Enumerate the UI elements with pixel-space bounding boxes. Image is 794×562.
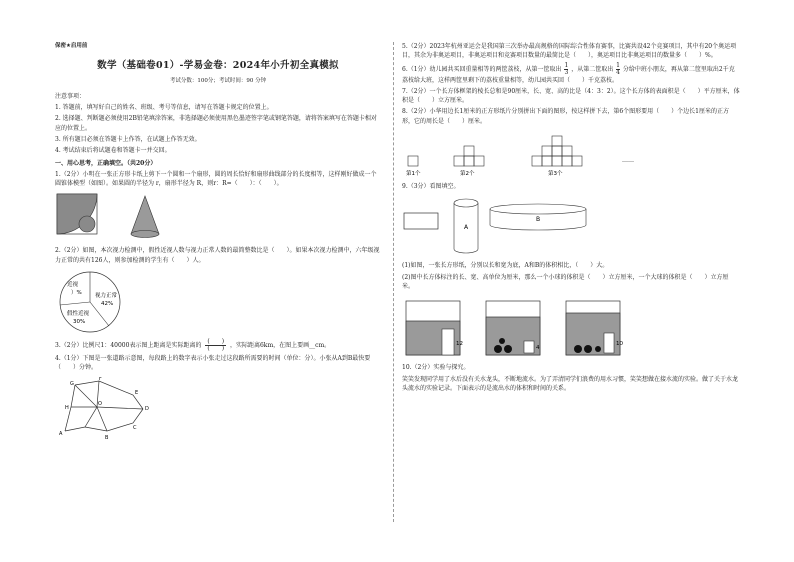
column-divider — [393, 42, 394, 522]
svg-text:第3个: 第3个 — [548, 171, 563, 178]
question-2: 2.（2分）如图，本次视力检测中，假性近视人数与视力正常人数的最简整数比是（ ）。如果本次视力检测中，六年级视力正常的共有126人，则参加检测的学生有（ ）人。 — [55, 247, 380, 264]
square-pattern-diagram — [402, 130, 702, 178]
road-map-diagram — [55, 377, 155, 445]
svg-text:A: A — [464, 224, 469, 232]
question-10: 10.（2分）实验与探究。 — [402, 364, 470, 372]
road-map-figure — [55, 377, 381, 445]
note-item: 4. 考试结束后将试题卷和答题卡一并交回。 — [55, 147, 171, 155]
pie-label: 30% — [73, 319, 86, 326]
pie-label: 视力正常 — [95, 293, 118, 300]
pie-label: 近视 — [67, 282, 79, 289]
vision-pie-chart — [55, 269, 145, 335]
svg-text:E: E — [135, 389, 139, 396]
notes-heading: 注意事项： — [55, 92, 86, 100]
question-8: 8.（2分）小华用边长1厘米的正方形纸片分别拼出下面的图形，按这样拼下去，第6个图形要用（ ）个边长1厘米的正方形，它的周长是（ ）厘米。 — [402, 108, 729, 125]
right-column — [402, 42, 740, 395]
squares-figure — [402, 130, 740, 178]
pie-label: ）% — [71, 290, 82, 297]
secret-mark: 保密★启用前 — [55, 43, 88, 49]
svg-text:F: F — [99, 376, 102, 382]
water-tank-diagram — [402, 295, 632, 359]
svg-text:G: G — [70, 380, 74, 387]
question-9-1: (1)如图，一张长方形纸，分别以长和宽为底，A和B的体积相比，（ ）大。 — [402, 262, 609, 270]
square-sector-cone-diagram — [55, 192, 175, 242]
svg-text:H: H — [65, 404, 69, 411]
svg-text:第1个: 第1个 — [406, 171, 421, 178]
svg-text:10: 10 — [616, 341, 623, 348]
pie-label: 42% — [101, 301, 114, 308]
question-5: 5.（2分）2023年杭州亚运会是我国第三次举办最高规格的国际综合性体育赛事，比赛共设42个竞赛项目，其中有20个奥运项目，其余为非奥运项目，非奥运项目和竞赛项目数量的最简比是（ ），奥运项目比非奥运项目的数量多（ ）%。 — [402, 43, 737, 60]
section-heading: 一、用心思考，正确填空。（共20分） — [55, 159, 157, 167]
question-10-text: 笑笑发现同学用了水后没有关水龙头，不断地流水。为了弄清同学们浪费的用水习惯，笑笑想做在接水流的实验。做了关于水龙头流水的实验记录。下面表示的是流出水的体积和时间的关系。 — [402, 375, 739, 392]
svg-text:12: 12 — [456, 341, 463, 348]
question-7: 7.（2分）一个长方体框架的棱长总和是90厘米，长、宽、高的比是（4：3：2）。这个长方体的表面积是（ ）平方厘米，体积是（ ）立方厘米。 — [402, 87, 740, 105]
svg-text:C: C — [133, 424, 137, 431]
left-column — [55, 42, 381, 449]
svg-text:D: D — [145, 405, 149, 412]
svg-text:B: B — [105, 434, 109, 441]
question-9-2: (2)图中长方体标注的长、宽、高单位为厘米，那么一个小球的体积是（ ）立方厘米，一个大球的体积是（ ）立方厘米。 — [402, 273, 729, 290]
svg-text:第2个: 第2个 — [460, 171, 475, 178]
svg-text:……: …… — [622, 157, 634, 165]
paper-cylinder-diagram — [402, 195, 602, 257]
svg-text:A: A — [59, 430, 63, 437]
exam-title: 数学（基础卷01）-学易金卷：2024年小升初全真模拟 — [97, 59, 339, 71]
pie-label: 假性近视 — [67, 311, 90, 318]
svg-text:B: B — [536, 216, 541, 224]
note-item: 1. 答题前，填写好自己的姓名、班级、考号等信息，请写在答题卡规定的位置上。 — [55, 104, 273, 112]
question-1: 1.（2分）小明在一张正方形卡纸上剪下一个圆和一个扇形，圆的周长恰好和扇形曲线部分的长度相等，这样刚好做成一个圆锥体模型（如图）。如果圆的半径为 r，扇形半径为 R，则r：R=（ ）：（ ）。 — [55, 170, 377, 188]
pie-figure — [55, 269, 381, 335]
cylinder-figure — [402, 195, 740, 257]
question-3: 3.（2分）比例尺1：40000表示图上距离是实际距离的 ( ) ( ) ，实际距离6km，在图上要画__cm。 — [55, 338, 331, 353]
note-item: 2. 选择题、判断题必须使用2B铅笔填涂答案，非选择题必须使用黑色墨迹签字笔或钢笔答题，请将答案填写在答题卡相对应的位置上。 — [55, 115, 377, 132]
question-4: 4.（1分）下图是一张道路示意图，每段路上的数字表示小张走过这段路所需要的时间（单位：分）。小张从A到B最快要（ ）分钟。 — [55, 355, 371, 372]
svg-text:4: 4 — [536, 345, 540, 352]
cone-figure — [55, 192, 381, 242]
question-6: 6.（1分）幼儿园共买回重量相等的两筐荔枝，从第一筐取出 $\frac{1}{3}$ ，从第二筐取出 $\frac{1}{4}$ 分给中班小朋友，再从第二筐里取出2千克荔枝给大班，这样两筐里剩下的荔枝重量相等，幼儿园共买回（ ）千克荔枝。 — [402, 61, 735, 84]
tanks-figure — [402, 295, 740, 359]
question-9: 9.（3分）看图填空。 — [402, 183, 460, 191]
exam-subtitle: 考试分数：100分；考试时间：90 分钟 — [169, 78, 267, 85]
svg-text:O: O — [98, 400, 102, 407]
note-item: 3. 所有题目必须在答题卡上作答，在试题上作答无效。 — [55, 135, 201, 143]
